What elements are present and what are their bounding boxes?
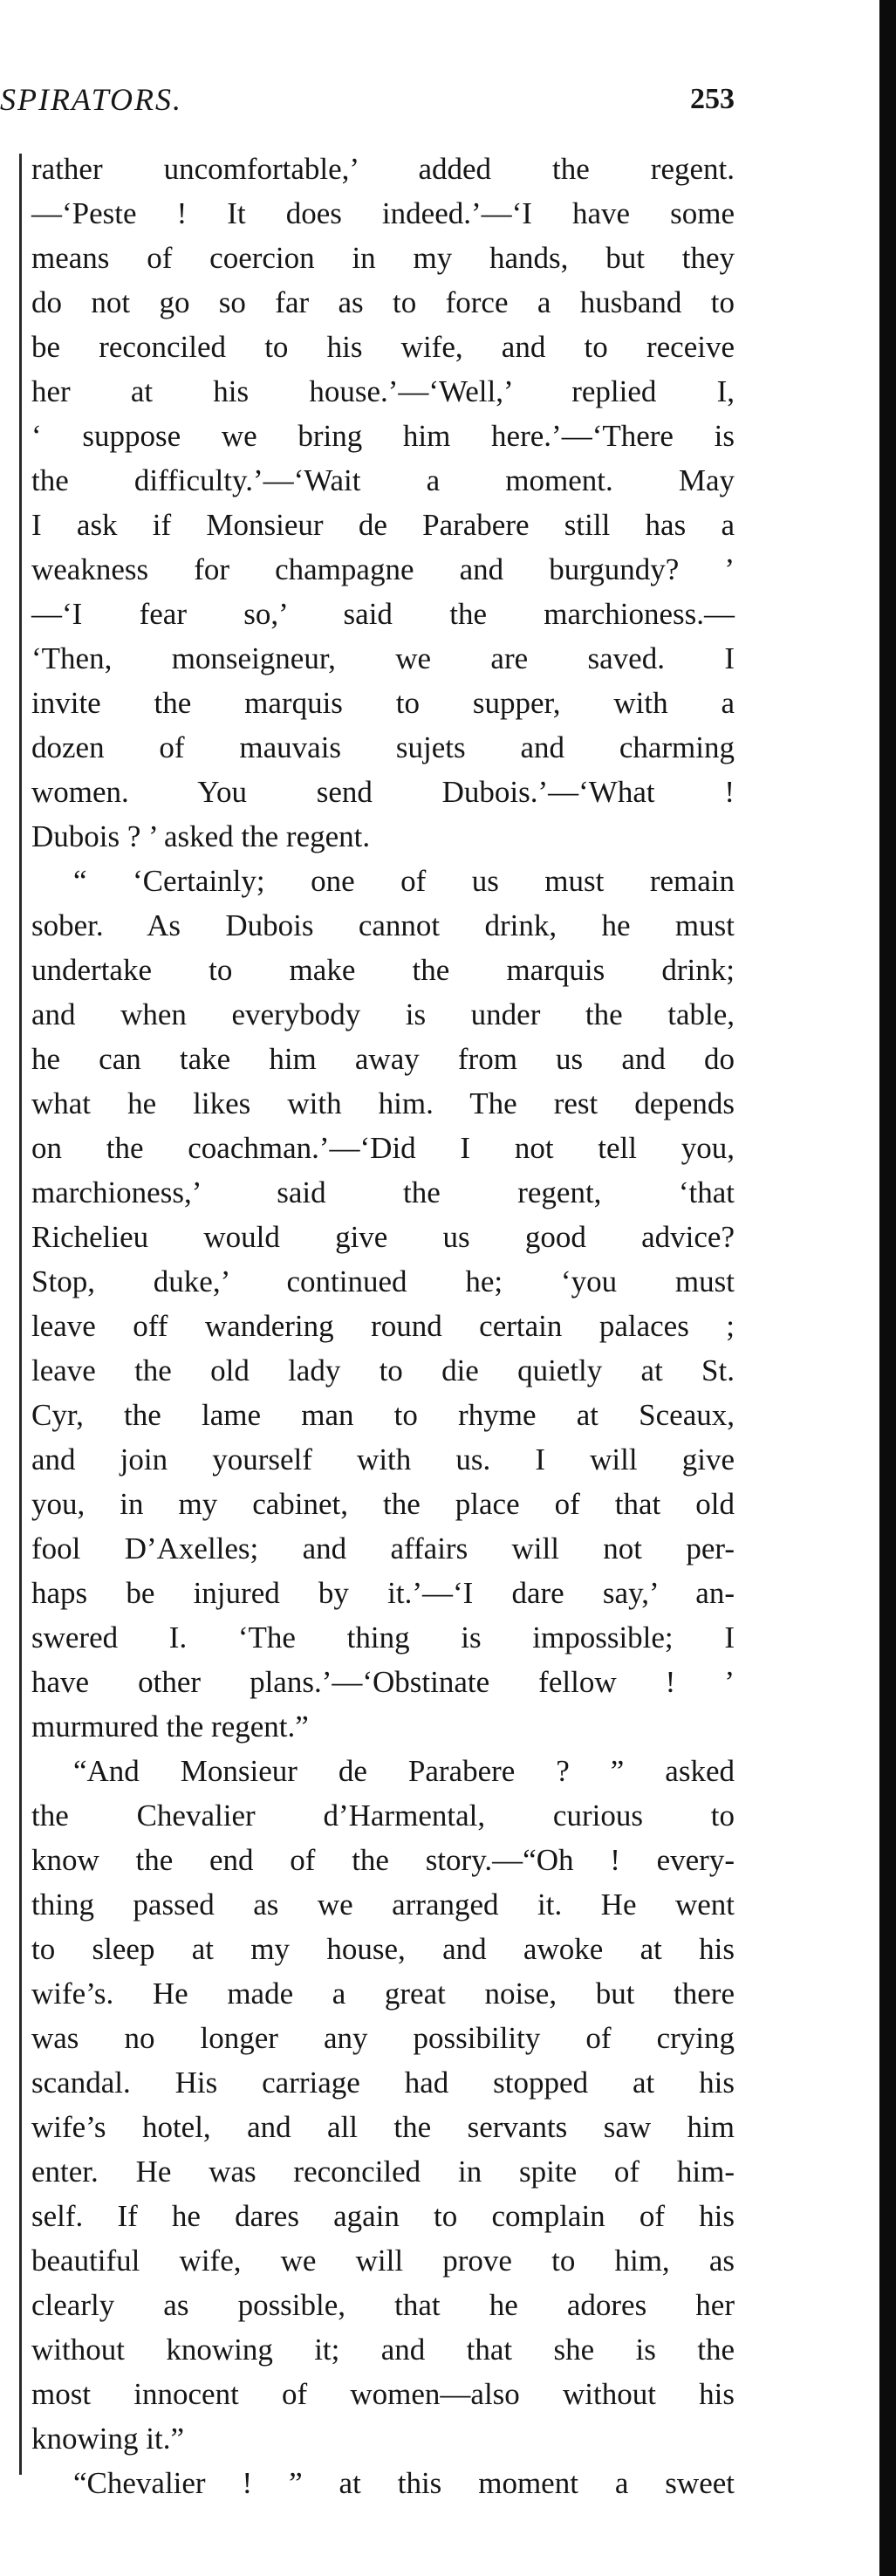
text-line: means of coercion in my hands, but they (31, 241, 735, 275)
margin-rule (19, 154, 22, 2475)
text-line: ‘Then, monseigneur, we are saved. I (31, 641, 735, 675)
text-line: her at his house.’—‘Well,’ replied I, (31, 374, 735, 408)
text-line: most innocent of women—also without his (31, 2377, 735, 2411)
text-line: Dubois ? ’ asked the regent. (31, 819, 371, 853)
text-line: enter. He was reconciled in spite of him- (31, 2155, 735, 2189)
body-text (31, 147, 735, 2505)
text-line: scandal. His carriage had stopped at his (31, 2066, 735, 2100)
text-line: and join yourself with us. I will give (31, 1442, 735, 1476)
text-line: “And Monsieur de Parabere ? ” asked (73, 1754, 735, 1788)
text-line: swered I. ‘The thing is impossible; I (31, 1620, 735, 1655)
text-line: do not go so far as to force a husband to (31, 285, 735, 319)
text-line: wife’s. He made a great noise, but there (31, 1977, 735, 2011)
text-line: to sleep at my house, and awoke at his (31, 1932, 735, 1966)
text-line: ‘ suppose we bring him here.’—‘There is (31, 419, 735, 453)
text-line: Richelieu would give us good advice? (31, 1220, 735, 1254)
page-number: 253 (690, 83, 735, 115)
text-line: “ ‘Certainly; one of us must remain (73, 864, 735, 898)
text-line: on the coachman.’—‘Did I not tell you, (31, 1131, 735, 1165)
text-line: what he likes with him. The rest depends (31, 1086, 735, 1120)
text-line: knowing it.” (31, 2422, 184, 2456)
text-line: was no longer any possibility of crying (31, 2021, 735, 2055)
text-line: marchioness,’ said the regent, ‘that (31, 1175, 735, 1209)
text-line: leave off wandering round certain palaces ; (31, 1309, 735, 1343)
text-line: women. You send Dubois.’—‘What ! (31, 775, 735, 809)
text-line: you, in my cabinet, the place of that old (31, 1487, 735, 1521)
text-line: wife’s hotel, and all the servants saw him (31, 2110, 735, 2144)
text-line: Stop, duke,’ continued he; ‘you must (31, 1264, 735, 1298)
text-line: fool D’Axelles; and affairs will not per- (31, 1531, 735, 1565)
text-line: rather uncomfortable,’ added the regent. (31, 152, 735, 186)
text-line: the Chevalier d’Harmental, curious to (31, 1798, 735, 1833)
text-line: self. If he dares again to complain of his (31, 2199, 735, 2233)
text-line: beautiful wife, we will prove to him, as (31, 2244, 735, 2278)
text-line: I ask if Monsieur de Parabere still has a (31, 508, 735, 542)
text-line: haps be injured by it.’—‘I dare say,’ an- (31, 1576, 735, 1610)
running-title: SPIRATORS. (0, 82, 182, 117)
text-line: murmured the regent.” (31, 1709, 309, 1744)
text-line: —‘I fear so,’ said the marchioness.— (31, 597, 735, 631)
text-line: undertake to make the marquis drink; (31, 953, 735, 987)
running-head (0, 80, 735, 119)
text-line: invite the marquis to supper, with a (31, 686, 735, 720)
text-line: know the end of the story.—“Oh ! every- (31, 1843, 735, 1877)
text-line: thing passed as we arranged it. He went (31, 1887, 735, 1922)
text-line: be reconciled to his wife, and to receive (31, 330, 735, 364)
text-line: “Chevalier ! ” at this moment a sweet (73, 2466, 735, 2500)
text-line: dozen of mauvais sujets and charming (31, 730, 735, 764)
text-line: without knowing it; and that she is the (31, 2333, 735, 2367)
text-line: leave the old lady to die quietly at St. (31, 1353, 735, 1387)
text-line: sober. As Dubois cannot drink, he must (31, 908, 735, 942)
text-line: —‘Peste ! It does indeed.’—‘I have some (31, 196, 735, 230)
text-line: weakness for champagne and burgundy? ’ (31, 552, 735, 586)
text-line: Cyr, the lame man to rhyme at Sceaux, (31, 1398, 735, 1432)
text-line: he can take him away from us and do (31, 1042, 735, 1076)
text-line: and when everybody is under the table, (31, 997, 735, 1031)
text-line: have other plans.’—‘Obstinate fellow ! ’ (31, 1665, 735, 1699)
text-line: the difficulty.’—‘Wait a moment. May (31, 463, 735, 497)
text-line: clearly as possible, that he adores her (31, 2288, 735, 2322)
page-edge-shadow (879, 0, 896, 2576)
